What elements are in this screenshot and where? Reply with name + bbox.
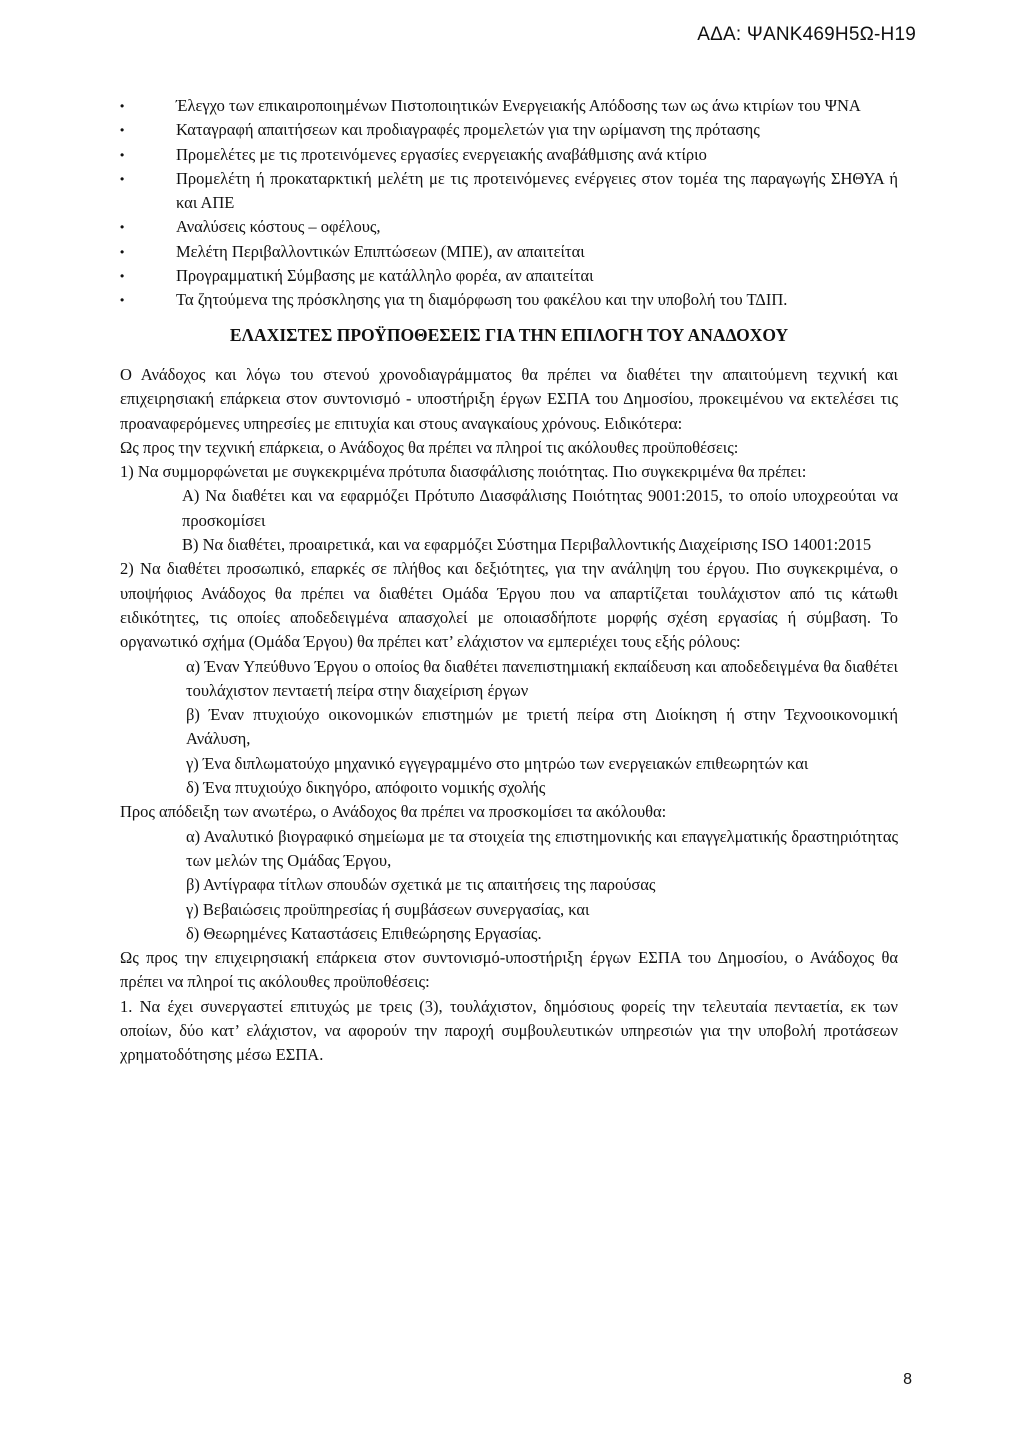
intro-paragraph: Ο Ανάδοχος και λόγω του στενού χρονοδιαγράμματος θα πρέπει να διαθέτει την απαιτούμενη τεχνική και επιχειρησιακή επάρκεια στον συντονισμό - υποστήριξη έργων ΕΣΠΑ του Δημοσίου, προκειμένου να εκτελέσει τις προαναφερόμενες υπηρεσίες με επιτυχία και στους αναγκαίους χρόνους. Ειδικότερα: [120, 364, 898, 433]
proof-b: β) Αντίγραφα τίτλων σπουδών σχετικά με τις απαιτήσεις της παρούσας [186, 875, 656, 895]
bullet-item: • Τα ζητούμενα της πρόσκλησης για τη διαμόρφωση του φακέλου και την υποβολή του ΤΔΙΠ. [120, 288, 898, 312]
ada-code: ΑΔΑ: ΨΑΝΚ469Η5Ω-Η19 [697, 24, 916, 45]
role-a: α) Έναν Υπεύθυνο Έργου ο οποίος θα διαθέτει πανεπιστημιακή εκπαίδευση και αποδεδειγμένα θα διαθέτει τουλάχιστον πενταετή πείρα στην διαχείριση έργων [186, 656, 898, 700]
business-paragraph: Ως προς την επιχειρησιακή επάρκεια στον συντονισμό-υποστήριξη έργων ΕΣΠΑ του Δημοσίου, ο Ανάδοχος θα πρέπει να πληροί τις ακόλουθες προϋποθέσεις: [120, 948, 898, 992]
role-b: β) Έναν πτυχιούχο οικονομικών επιστημών με τριετή πείρα στη Διοίκηση ή στην Τεχνοοικονομική Ανάλυση, [186, 705, 898, 749]
page-content [120, 94, 898, 1068]
proof-a: α) Αναλυτικό βιογραφικό σημείωμα με τα στοιχεία της επιστημονικής και επαγγελματικής δραστηριότητας των μελών της Ομάδας Έργου, [186, 826, 898, 870]
bullet-item: • Αναλύσεις κόστους – οφέλους, [120, 215, 898, 239]
bullet-item: • Έλεγχο των επικαιροποιημένων Πιστοποιητικών Ενεργειακής Απόδοσης των ως άνω κτιρίων του ΨΝΑ [120, 94, 898, 118]
bullet-item: • Προμελέτες με τις προτεινόμενες εργασίες ενεργειακής αναβάθμισης ανά κτίριο [120, 143, 898, 167]
proof-c: γ) Βεβαιώσεις προϋπηρεσίας ή συμβάσεων συνεργασίας, και [186, 899, 590, 919]
bullet-item: • Προγραμματική Σύμβασης με κατάλληλο φορέα, αν απαιτείται [120, 264, 898, 288]
page-number: 8 [903, 1371, 912, 1388]
bullet-item: • Προμελέτη ή προκαταρκτική μελέτη με τις προτεινόμενες ενέργειες στον τομέα της παραγωγής ΣΗΘΥΑ ή και ΑΠΕ [120, 167, 898, 216]
requirement-1: 1) Να συμμορφώνεται με συγκεκριμένα πρότυπα διασφάλισης ποιότητας. Πιο συγκεκριμένα θα πρέπει: [120, 462, 807, 482]
proof-d: δ) Θεωρημένες Καταστάσεις Επιθεώρησης Εργασίας. [186, 923, 542, 943]
role-c: γ) Ένα διπλωματούχο μηχανικό εγγεγραμμένο στο μητρώο των ενεργειακών επιθεωρητών και [186, 753, 809, 773]
requirement-1a: Α) Να διαθέτει και να εφαρμόζει Πρότυπο Διασφάλισης Ποιότητας 9001:2015, το οποίο υποχρεούται να προσκομίσει [182, 486, 898, 530]
requirement-1b: Β) Να διαθέτει, προαιρετικά, και να εφαρμόζει Σύστημα Περιβαλλοντικής Διαχείρισης ISO 14001:2015 [182, 535, 872, 555]
requirement-2: 2) Να διαθέτει προσωπικό, επαρκές σε πλήθος και δεξιότητες, για την ανάληψη του έργου. Πιο συγκεκριμένα, ο υποψήφιος Ανάδοχος θα πρέπει να διαθέτει Ομάδα Έργου που να απαρτίζεται τουλάχιστον από τις κάτωθι ειδικότητες, τις οποίες αποδεδειγμένα απασχολεί με οποιασδήποτε μορφής σχέση εργασίας ή σύμβαση. Το οργανωτικό σχήμα (Ομάδα Έργου) θα πρέπει κατ’ ελάχιστον να εμπεριέχει τους εξής ρόλους: [120, 559, 898, 652]
role-d: δ) Ένα πτυχιούχο δικηγόρο, απόφοιτο νομικής σχολής [186, 778, 546, 798]
section-heading: ΕΛΑΧΙΣΤΕΣ ΠΡΟΫΠΟΘΕΣΕΙΣ ΓΙΑ ΤΗΝ ΕΠΙΛΟΓΗ ΤΟΥ ΑΝΑΔΟΧΟΥ [229, 324, 789, 345]
business-item-1: 1. Να έχει συνεργαστεί επιτυχώς με τρεις (3), τουλάχιστον, δημόσιους φορείς την τελευταία πενταετία, εκ των οποίων, δύο κατ’ ελάχιστον, να αφορούν την παροχή συμβουλευτικών υπηρεσιών για την υποβολή προτάσεων χρηματοδότησης μέσω ΕΣΠΑ. [120, 996, 898, 1065]
bullet-item: • Μελέτη Περιβαλλοντικών Επιπτώσεων (ΜΠΕ), αν απαιτείται [120, 240, 898, 264]
bullet-item: • Καταγραφή απαιτήσεων και προδιαγραφές προμελετών για την ωρίμανση της πρότασης [120, 118, 898, 142]
technical-paragraph: Ως προς την τεχνική επάρκεια, ο Ανάδοχος θα πρέπει να πληροί τις ακόλουθες προϋποθέσεις: [120, 437, 739, 457]
proof-paragraph: Προς απόδειξη των ανωτέρω, ο Ανάδοχος θα πρέπει να προσκομίσει τα ακόλουθα: [120, 802, 667, 822]
